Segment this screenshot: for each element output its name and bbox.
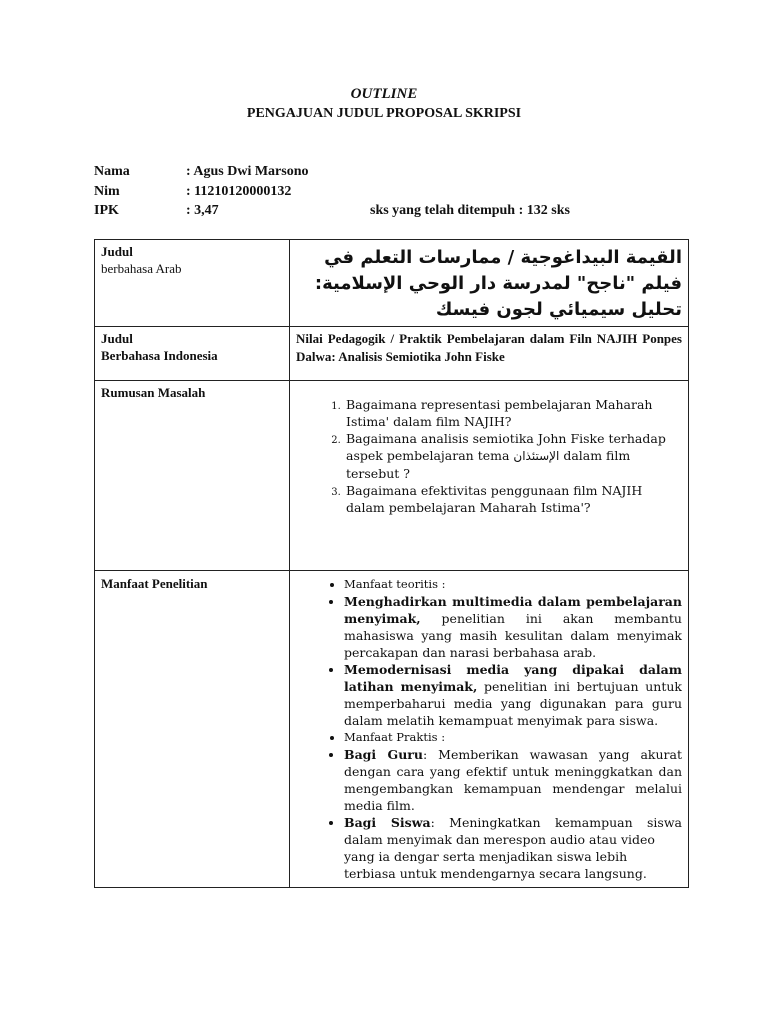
item-text: dalam film tersebut ? [346,448,631,481]
list-item [344,593,682,661]
row-manfaat-penelitian [95,571,689,888]
bold-text: Bagi Siswa [344,815,431,830]
list-item: 1. Bagaimana representasi pembelajaran Maharah Istima' dalam film NAJIH? [344,396,682,430]
outline-heading: OUTLINE [350,86,418,102]
item-text: : Memberikan wawasan yang akurat dengan cara yang efektif untuk meninggkatkan dan mengembangkan kemampuan mendengar melalui media film. [344,747,682,813]
row-rumusan-masalah [95,381,689,571]
content-rumusan-masalah [290,381,689,571]
list-item: • Manfaat teoritis : [344,576,682,593]
outline-table [94,239,689,888]
bold-text: Memodernisasi media yang dipakai dalam latihan menyimak, [344,662,682,694]
nama-label: Nama [94,164,130,179]
item-text: Bagaimana analisis semiotika John Fiske terhadap aspek pembelajaran tema [346,431,666,463]
list-item [344,430,682,482]
label-line: Berbahasa Indonesia [101,348,218,363]
sks-text: sks yang telah ditempuh : 132 sks [370,203,570,218]
manfaat-list [296,576,682,882]
content-manfaat-penelitian [290,571,689,888]
rumusan-list [296,396,682,516]
arabic-title: القيمة البيداغوجية / ممارسات التعلم في فيلم "ناجح" لمدرسة دار الوحي الإسلامية: تحليل سيميائي لجون فيسك [314,247,682,320]
row-judul-indonesia [95,327,689,381]
ipk-value: : 3,47 [186,203,219,218]
list-item: 3. Bagaimana efektivitas penggunaan film NAJIH dalam pembelajaran Maharah Istima'? [344,482,682,516]
label-judul-arab [95,240,290,327]
label-line: berbahasa Arab [101,261,182,276]
list-item [344,661,682,729]
row-judul-arab [95,240,689,327]
indonesian-title: Nilai Pedagogik / Praktik Pembelajaran dalam Filn NAJIH Ponpes Dalwa: Analisis Semiotika John Fiske [296,331,682,364]
label-manfaat-penelitian: Manfaat Penelitian [95,571,290,888]
ipk-label: IPK [94,203,119,218]
label-rumusan-masalah: Rumusan Masalah [95,381,290,571]
list-item [344,746,682,814]
nim-label: Nim [94,184,120,199]
bold-text: Bagi Guru [344,747,423,762]
item-continuation: yang ia dengar serta menjadikan siswa lebih terbiasa untuk mendengarnya secara langsung. [344,849,647,881]
list-item [344,814,682,882]
item-text: penelitian ini bertujuan untuk memperbaharui media yang digunakan para guru dalam melatih kemampuat menyimak para siswa. [344,679,682,728]
list-item: • Manfaat Praktis : [344,729,682,746]
bold-text: Menghadirkan multimedia dalam pembelajaran menyimak, [344,594,682,626]
label-line: Judul [101,331,133,346]
content-judul-indonesia [290,327,689,381]
nim-value: : 11210120000132 [186,184,292,199]
document-title: PENGAJUAN JUDUL PROPOSAL SKRIPSI [246,106,522,121]
item-text: penelitian ini akan membantu mahasiswa yang masih kesulitan dalam menyimak percakapan dan narasi berbahasa arab. [344,611,682,660]
nama-value: : Agus Dwi Marsono [186,164,309,179]
label-judul-indonesia [95,327,290,381]
label-line: Judul [101,244,133,259]
arabic-term: الإستئذان [513,449,560,463]
content-judul-arab [290,240,689,327]
item-text: : Meningkatkan kemampuan siswa dalam menyimak dan merespon audio atau video [344,815,682,847]
